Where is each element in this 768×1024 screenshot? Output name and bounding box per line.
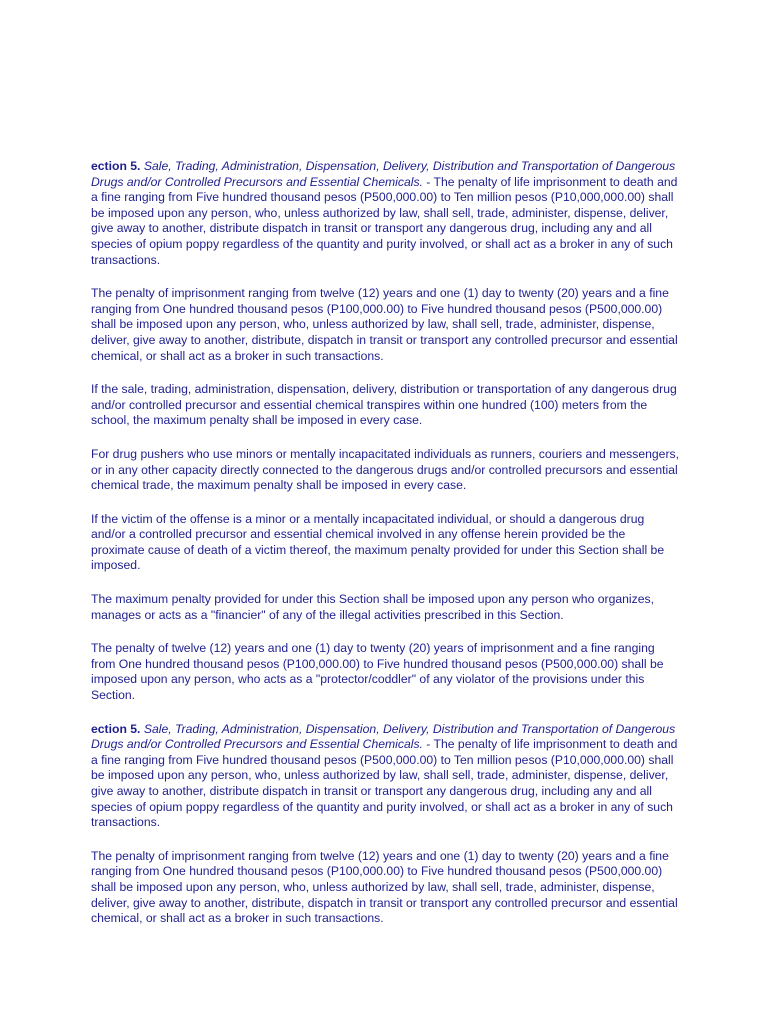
section-heading-paragraph: [91, 159, 681, 268]
section-title: Sale, Trading, Administration, Dispensation, Delivery, Distribution and Transportation of Dangerous Drugs and/or Controlled Precursors and Essential Chemicals.: [91, 159, 676, 189]
paragraph: The penalty of imprisonment ranging from twelve (12) years and one (1) day to twenty (20) years and a fine ranging from One hundred thousand pesos (P100,000.00) to Five hundred thousand pesos (P500,000.00) shall be imposed upon any person, who, unless authorized by law, shall sell, trade, administer, dispense, deliver, give away to another, distribute, dispatch in transit or transport any controlled precursor and essential chemical, or shall act as a broker in such transactions.: [91, 286, 678, 363]
section-body: - The penalty of life imprisonment to death and a fine ranging from Five hundred thousand pesos (P500,000.00) to Ten million pesos (P10,000,000.00) shall be imposed upon any person, who, unless authorized by law, shall sell, trade, administer, dispense, deliver, give away to another, distribute dispatch in transit or transport any dangerous drug, including any and all species of opium poppy regardless of the quantity and purity involved, or shall act as a broker in any of such transactions.: [91, 174, 678, 267]
section-label: ection 5.: [91, 159, 141, 173]
paragraph: The penalty of imprisonment ranging from twelve (12) years and one (1) day to twenty (20) years and a fine ranging from One hundred thousand pesos (P100,000.00) to Five hundred thousand pesos (P500,000.00) shall be imposed upon any person, who, unless authorized by law, shall sell, trade, administer, dispense, deliver, give away to another, distribute, dispatch in transit or transport any controlled precursor and essential chemical, or shall act as a broker in such transactions.: [91, 848, 678, 926]
paragraph: The maximum penalty provided for under this Section shall be imposed upon any person who organizes, manages or acts as a "financier" of any of the illegal activities prescribed in this Section.: [91, 592, 654, 622]
section-title: Sale, Trading, Administration, Dispensation, Delivery, Distribution and Transportation of Dangerous Drugs and/or Controlled Precursors and Essential Chemicals.: [91, 721, 676, 752]
document-body: [91, 159, 681, 945]
section-heading-paragraph: [91, 722, 681, 831]
section-body: - The penalty of life imprisonment to death and a fine ranging from Five hundred thousand pesos (P500,000.00) to Ten million pesos (P10,000,000.00) shall be imposed upon any person, who, unless authorized by law, shall sell, trade, administer, dispense, deliver, give away to another, distribute dispatch in transit or transport any dangerous drug, including any and all species of opium poppy regardless of the quantity and purity involved, or shall act as a broker in any of such transactions.: [91, 737, 678, 830]
paragraph: If the victim of the offense is a minor or a mentally incapacitated individual, or should a dangerous drug and/or a controlled precursor and essential chemical involved in any offense herein provided be the proximate cause of death of a victim thereof, the maximum penalty provided for under this Section shall be imposed.: [91, 511, 665, 573]
paragraph: If the sale, trading, administration, dispensation, delivery, distribution or transportation of any dangerous drug and/or controlled precursor and essential chemical transpires within one hundred (100) meters from the school, the maximum penalty shall be imposed in every case.: [91, 382, 677, 428]
paragraph: The penalty of twelve (12) years and one (1) day to twenty (20) years of imprisonment and a fine ranging from One hundred thousand pesos (P100,000.00) to Five hundred thousand pesos (P500,000.00) shall be imposed upon any person, who acts as a "protector/coddler" of any violator of the provisions under this Section.: [91, 641, 664, 703]
section-label: ection 5.: [91, 721, 141, 736]
paragraph: For drug pushers who use minors or mentally incapacitated individuals as runners, couriers and messengers, or in any other capacity directly connected to the dangerous drugs and/or controlled precursors and essential chemical trade, the maximum penalty shall be imposed in every case.: [91, 446, 679, 493]
